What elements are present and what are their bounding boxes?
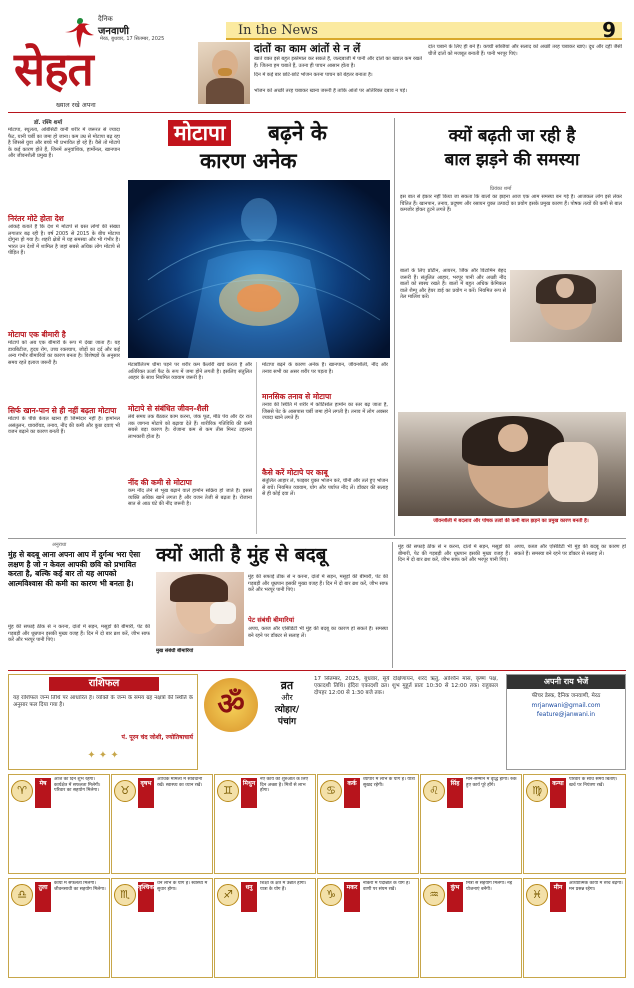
obesity-col3: मोटापा बढ़ने के कारण अनेक हैं। खानपान, जीवनशैली, नींद और तनाव सभी का असर शरीर पर पड़ता है। [262, 362, 388, 375]
hairfall-photo [510, 270, 622, 342]
hairfall-title-2: बाल झड़ने की समस्या [444, 150, 580, 170]
hairfall-text-left: बालों के लिए प्रोटीन, आयरन, जिंक और विटामिन बेहद जरूरी हैं। संतुलित आहार, भरपूर पानी और अच्छी नींद बालों को स्वस्थ रखते हैं। बालों में बहुत अधिक केमिकल वाले शैम्पू और हेयर डाई का प्रयोग न करें। नियमित रूप से तेल मालिश करें। [400, 268, 506, 301]
zodiac-text: आज का दिन शुभ रहेगा। कार्यक्षेत्र में सफलता मिलेगी। परिवार का सहयोग मिलेगा। [54, 777, 101, 794]
vrat-title-2: और [281, 693, 293, 702]
zodiac-item [8, 878, 110, 978]
hairfall-headline [398, 124, 626, 180]
zodiac-name: मीन [550, 882, 566, 912]
gemini-icon: ♊ [217, 780, 239, 802]
rashifal-title: राशिफल [49, 677, 159, 691]
sagittarius-icon: ♐ [217, 884, 239, 906]
obesity-sub-country: निरंतर मोटे होता देश [8, 214, 64, 223]
opinion-text: फीचर डेस्क, दैनिक जनवाणी, मेरठ [531, 693, 601, 699]
halitosis-text: मुंह की सफाई ठीक से न करना, दांतों में सड़न, मसूड़ों की बीमारी, पेट की गड़बड़ी और धूम्रपान इसकी मुख्य वजह हैं। दिन में दो बार ब्रश करें, जीभ साफ करें और भरपूर पानी पिएं। [8, 624, 150, 644]
halitosis-tag: अनुराधा [52, 542, 67, 548]
hairfall-image [398, 412, 626, 516]
obesity-sub-disease: मोटापा एक बीमारी है [8, 330, 66, 339]
obesity-col2c: कम नींद लेने से भूख बढ़ाने वाले हार्मोन सक्रिय हो जाते हैं। इससे व्यक्ति अधिक खाने लगता है और वजन तेजी से बढ़ता है। रोजाना सात से आठ घंटे की नींद जरूरी है। [128, 488, 252, 508]
zodiac-text: आर्थिक मामलों में सावधानी रखें। स्वास्थ्य का ध्यान रखें। [157, 777, 203, 788]
hairfall-caption: जीवनशैली में बदलाव और पोषक तत्वों की कमी बाल झड़ने का प्रमुख कारण बनती है। [433, 518, 589, 524]
zodiac-name: तुला [35, 882, 51, 912]
hairfall-byline: प्रियंका शर्मा [490, 186, 512, 192]
obesity-sub-lifestyle: मोटापे से संबंधित जीवन-शैली [128, 404, 209, 413]
zodiac-name: मेष [35, 778, 51, 808]
obesity-byline: डॉ. रश्मि शर्मा [34, 120, 63, 126]
teeth-photo [198, 42, 250, 104]
zodiac-text: नए कार्य की शुरुआत के लिए दिन अच्छा है। मित्रों से लाभ होगा। [260, 777, 309, 794]
obesity-col1d: मोटापे के पीछे केवल खाना ही जिम्मेदार नहीं है। हार्मोनल असंतुलन, थायरॉयड, तनाव, नींद की कमी और कुछ दवाएं भी वजन बढ़ाने का कारण बनती हैं। [8, 416, 120, 436]
page-number: 9 [602, 18, 616, 42]
obesity-title-1: मोटापा [168, 120, 231, 146]
zodiac-item [214, 878, 316, 978]
tagline: ख्याल रखे अपना [56, 101, 96, 109]
obesity-title-2: बढ़ने के [268, 121, 327, 145]
zodiac-text: कार्यों में सफलता मिलेगी। जीवनसाथी का सहयोग मिलेगा। [54, 881, 106, 892]
rashifal-astrologer: पं. पूरन चंद जोशी, ज्योतिषाचार्य [121, 734, 193, 741]
opinion-email-1[interactable]: mrjanwani@gmail.com [531, 702, 601, 709]
capricorn-icon: ♑ [320, 884, 342, 906]
aquarius-icon: ♒ [423, 884, 445, 906]
halitosis-text-center: मुंह की सफाई ठीक से न करना, दांतों में सड़न, मसूड़ों की बीमारी, पेट की गड़बड़ी और धूम्रपान इसकी मुख्य वजह हैं। दिन में दो बार ब्रश करें, जीभ साफ करें और भरपूर पानी पिएं। [248, 574, 388, 594]
dateline: मेरठ, बुधवार, 17 सितम्बर, 2025 [100, 36, 165, 42]
section-title: In the News [238, 23, 318, 38]
zodiac-name: मकर [344, 882, 360, 912]
virgo-icon: ♍ [526, 780, 548, 802]
obesity-col2b: लंबे समय तक बैठकर काम करना, जंक फूड, मीठे पेय और देर रात तक जागना मोटापे को बढ़ावा देते हैं। शारीरिक गतिविधि की कमी सबसे बड़ा कारण है। रोजाना कम से कम तीस मिनट टहलना लाभकारी होता है। [128, 414, 252, 440]
zodiac-item [111, 878, 213, 978]
obesity-col1-intro: मोटापा, स्थूलता, ओबेसिटी यानी शरीर में जरूरत से ज्यादा फैट, यानी चर्बी का जमा हो जाना। कम उम्र से मोटापा बढ़ रहा है जिससे युवा और बच्चे भी प्रभावित हो रहे हैं। वैसे तो मोटापे के कई कारण होते हैं, जिनमें अनुवांशिक, हार्मोनल, खानपान और जीवनशैली प्रमुख हैं। [8, 127, 120, 160]
hairfall-title-1: क्यों बढ़ती जा रही है [448, 126, 576, 146]
vrat-title-1: व्रत [280, 679, 294, 692]
leo-icon: ♌ [423, 780, 445, 802]
zodiac-grid [8, 774, 626, 980]
zodiac-text: धन लाभ के योग हैं। स्वास्थ्य में सुधार होगा। [157, 881, 208, 892]
teeth-bullet-1: दिन में कई बार छोटे-छोटे भोजन करना पाचन को बेहतर बनाता है। [254, 72, 373, 78]
logo-sehat: सेहत [14, 42, 93, 96]
opinion-title: अपनी राय भेजें [507, 675, 625, 689]
obesity-body-image [128, 180, 390, 358]
zodiac-text: शिक्षा के क्षेत्र में उन्नति होगी। यात्रा के योग हैं। [260, 881, 307, 892]
daily-label: दैनिक [98, 15, 113, 23]
zodiac-text: मान-सम्मान में वृद्धि होगी। रुके हुए कार्य पूरे होंगे। [466, 777, 517, 788]
teeth-bullet-2: भोजन को अच्छी तरह चबाकर खाना जरूरी है ताकि आंतों पर अतिरिक्त दबाव न पड़े। [254, 88, 407, 94]
zodiac-name: कन्या [550, 778, 566, 808]
zodiac-item [420, 774, 522, 874]
obesity-sub-food: सिर्फ खान-पान से ही नहीं बढ़ता मोटापा [8, 406, 117, 415]
opinion-email-2[interactable]: feature@janwani.in [536, 711, 596, 718]
obesity-sub-sleep: नींद की कमी से मोटापा [128, 478, 192, 487]
teeth-lead: खाते वक्त इसे बहुत इस्तेमाल कर सकते हैं, जल्दबाजी में पानी और दांतों का ख्याल कम रखते हैं। जितना हम चबाते हैं, उतना ही पाचन आसान होता है। [254, 56, 422, 69]
zodiac-item [8, 774, 110, 874]
om-symbol-icon: ॐ [204, 678, 258, 732]
zodiac-name: कर्क [344, 778, 360, 808]
halitosis-right-col: मुंह की सफाई ठीक से न करना, दांतों में सड़न, मसूड़ों की बीमारी, पेट की गड़बड़ी और धूम्रपान इसकी मुख्य वजह हैं। दिन में दो बार ब्रश करें, जीभ साफ करें और भरपूर पानी पिएं। [398, 544, 510, 564]
rashifal-divider-icon: ✦ ✦ ✦ [87, 750, 119, 761]
masthead [0, 0, 634, 112]
teeth-right-text: दांत चबाने के लिए ही बने हैं। कच्ची सब्जियां और सलाद को अच्छी तरह चबाकर खाएं। दूध और दही जैसी चीजें दांतों को मजबूत बनाती हैं। पानी भरपूर पिएं। [428, 44, 622, 57]
zodiac-name: कुंभ [447, 882, 463, 912]
section-banner [226, 18, 622, 42]
obesity-col2: मेटाबॉलिज्म धीमा पड़ने पर शरीर कम कैलोरी खर्च करता है और अतिरिक्त ऊर्जा फैट के रूप में जमा होने लगती है। इसलिए संतुलित आहार के साथ नियमित व्यायाम जरूरी है। [128, 362, 252, 382]
zodiac-item [420, 878, 522, 978]
zodiac-text: नौकरी में पदोन्नति के योग हैं। वाणी पर संयम रखें। [363, 881, 411, 892]
rashifal-box [8, 674, 198, 770]
zodiac-item [523, 774, 626, 874]
hairfall-text: इस बात से इंकार नहीं किया जा सकता कि बालों का झड़ना आज एक आम समस्या बन गई है। आजकल लोग इसे लेकर चिंतित हैं। खानपान, तनाव, प्रदूषण और रसायन युक्त उत्पादों का प्रयोग इसके प्रमुख कारण हैं। पोषक तत्वों की कमी से बाल कमजोर होकर टूटने लगते हैं। [400, 194, 622, 214]
zodiac-name: वृषभ [138, 778, 154, 808]
zodiac-item [523, 878, 626, 978]
vrat-box [204, 674, 500, 770]
rashifal-intro: यह राशिफल जन्म तिथि पर आधारित है। व्यक्ति के जन्म के समय ग्रह नक्षत्रों की स्थिति के अनुसार फल दिया गया है। [13, 695, 193, 708]
zodiac-name: वृश्चिक [138, 882, 154, 912]
halitosis-caption: मुख संबंधी बीमारियां [156, 648, 194, 654]
halitosis-photo [156, 572, 244, 646]
opinion-box [506, 674, 626, 770]
halitosis-text2: अपच, कब्ज और एसिडिटी भी मुंह की बदबू का कारण हो सकते हैं। समस्या बने रहने पर डॉक्टर से सलाह लें। [248, 626, 388, 639]
taurus-icon: ♉ [114, 780, 136, 802]
zodiac-text: व्यापार में लाभ के योग हैं। यात्रा सुखद रहेगी। [363, 777, 415, 788]
zodiac-text: आध्यात्मिक कार्यों में रुचि बढ़ेगी। मन प्रसन्न रहेगा। [569, 881, 623, 892]
obesity-col3c: संतुलित आहार लें, फाइबर युक्त भोजन करें, चीनी और तले हुए भोजन से बचें। नियमित व्यायाम, योग और पर्याप्त नींद लें। डॉक्टर की सलाह से ही कोई दवा लें। [262, 478, 388, 498]
zodiac-text: मित्रों से सहयोग मिलेगा। नई योजनाएं बनेंगी। [466, 881, 512, 892]
aries-icon: ♈ [11, 780, 33, 802]
pisces-icon: ♓ [526, 884, 548, 906]
obesity-col1c: मोटापे को अब एक बीमारी के रूप में देखा जाता है। यह डायबिटीज, हृदय रोग, उच्च रक्तचाप, जोड़ों का दर्द और कई अन्य गंभीर बीमारियों का कारण बनता है। विशेषज्ञों के अनुसार समय रहते इलाज जरूरी है। [8, 340, 120, 366]
zodiac-item [317, 878, 419, 978]
scorpio-icon: ♏ [114, 884, 136, 906]
obesity-headline [128, 118, 388, 178]
vrat-text: 17 सितम्बर, 2025, बुधवार, सूर्य दक्षिणायन, शरद ऋतु, आश्विन मास, कृष्ण पक्ष, एकादशी तिथि। इंदिरा एकादशी व्रत। शुभ मुहूर्त प्रातः 10:30 से 12:00 तक। राहुकाल दोपहर 12:00 से 1:30 बजे तक। [314, 676, 498, 697]
zodiac-item [214, 774, 316, 874]
cancer-icon: ♋ [320, 780, 342, 802]
libra-icon: ♎ [11, 884, 33, 906]
zodiac-item [111, 774, 213, 874]
teeth-headline: दांतों का काम आंतों से न लें [254, 43, 361, 55]
vrat-title [262, 680, 312, 728]
zodiac-item [317, 774, 419, 874]
obesity-title-3: कारण अनेक [200, 149, 297, 173]
zodiac-text: परिवार के साथ समय बिताएं। खर्च पर नियंत्रण रखें। [569, 777, 618, 788]
halitosis-headline: क्यों आती है मुंह से बदबू [156, 544, 327, 566]
vrat-title-3: त्योहार/ [274, 705, 300, 715]
obesity-col3b: तनाव की स्थिति में शरीर में कोर्टिसोल हार्मोन का स्तर बढ़ जाता है, जिससे पेट के आसपास चर्बी जमा होने लगती है। तनाव में लोग अक्सर ज्यादा खाने लगते हैं। [262, 402, 388, 422]
paper-name: जनवाणी [98, 26, 129, 37]
zodiac-name: मिथुन [241, 778, 257, 808]
obesity-sub-control: कैसे करें मोटापे पर काबू [262, 468, 328, 477]
masthead-divider [8, 112, 626, 113]
obesity-col1b: आंकड़े बताते हैं कि देश में मोटापे से ग्रस्त लोगों की संख्या लगातार बढ़ रही है। वर्ष 2005 से 2015 के बीच मोटापा दोगुना हो गया है। शहरी क्षेत्रों में यह समस्या और भी गंभीर है। भारत उन देशों में शामिल है जहां सबसे अधिक लोग मोटापे से पीड़ित हैं। [8, 224, 120, 257]
zodiac-name: सिंह [447, 778, 463, 808]
zodiac-name: धनु [241, 882, 257, 912]
halitosis-right-col-2: अपच, कब्ज और एसिडिटी भी मुंह की बदबू का कारण हो सकते हैं। समस्या बने रहने पर डॉक्टर से सलाह लें। [514, 544, 626, 557]
halitosis-intro: मुंह से बदबू आना अपना आप में दुर्गन्ध भरा ऐसा लक्षण है जो न केवल आपकी छवि को प्रभावित करता है, बल्कि कई बार तो यह आपको आत्मविश्वास की कमी का कारण भी बनता है। [8, 550, 141, 588]
vrat-title-4: पंचांग [277, 717, 297, 727]
obesity-sub-stress: मानसिक तनाव से मोटापा [262, 392, 332, 401]
halitosis-sub-stomach: पेट संबंधी बीमारियां [248, 616, 295, 624]
